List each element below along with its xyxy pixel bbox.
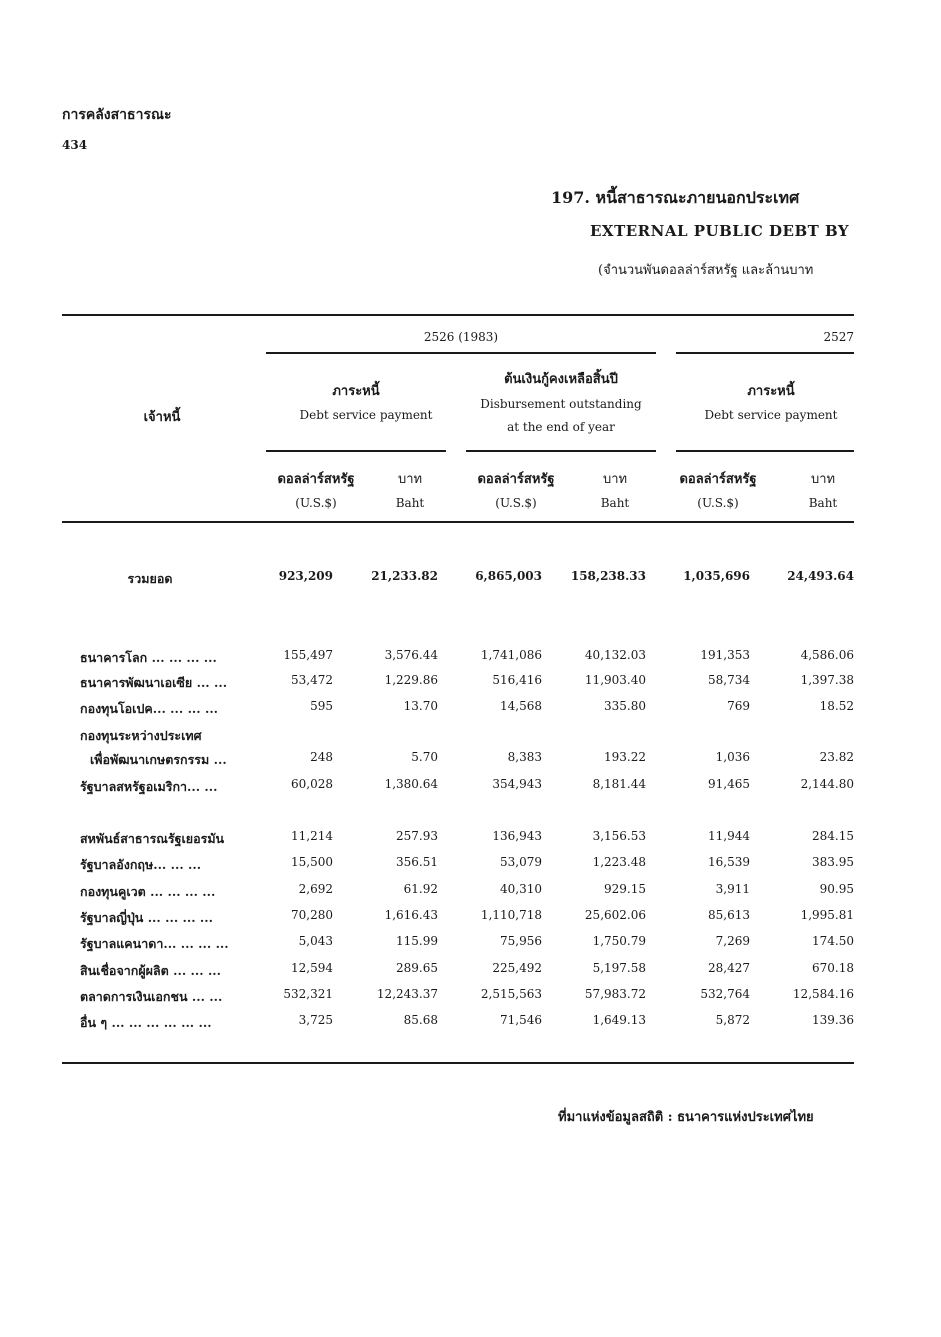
row-cell: 40,132.03 <box>584 648 646 662</box>
row-creditor-name: กองทุนโอเปค... ... ... ... <box>80 701 219 716</box>
total-label: รวมยอด <box>127 571 173 586</box>
source-note: ที่มาแห่งข้อมูลสถิติ : ธนาคารแห่งประเทศไทย <box>558 1110 814 1125</box>
year-header-2527: 2527 <box>823 330 854 344</box>
unit-note: (จำนวนพันดอลล่าร์สหรัฐ และล้านบาท <box>598 263 814 278</box>
row-cell: 248 <box>310 750 333 764</box>
col5-header-en: (U.S.$) <box>697 496 739 510</box>
table-title-th <box>551 186 799 211</box>
total-cell-baht-outstanding: 158,238.33 <box>570 569 646 583</box>
row-cell: 356.51 <box>396 855 438 869</box>
row-creditor-name-line2: เพื่อพัฒนาเกษตรกรรม ... <box>90 752 227 767</box>
row-cell: 1,397.38 <box>800 673 854 687</box>
total-cell-usd-outstanding: 6,865,003 <box>475 569 542 583</box>
row-cell: 25,602.06 <box>584 908 646 922</box>
row-cell: 354,943 <box>492 777 542 791</box>
row-cell: 155,497 <box>283 648 333 662</box>
row-cell: 335.80 <box>604 699 646 713</box>
row-cell: 12,594 <box>291 961 333 975</box>
row-cell: 4,586.06 <box>800 648 854 662</box>
row-cell: 11,944 <box>708 829 750 843</box>
row-cell: 1,223.48 <box>592 855 646 869</box>
table-row <box>0 699 941 721</box>
table-row <box>0 648 941 670</box>
row-cell: 115.99 <box>396 934 438 948</box>
row-cell: 225,492 <box>492 961 542 975</box>
group2-title-en-line1: Disbursement outstanding <box>480 397 642 411</box>
row-cell: 90.95 <box>819 882 854 896</box>
table-row <box>0 1013 941 1035</box>
row-cell: 53,472 <box>291 673 333 687</box>
row-cell: 1,036 <box>715 750 750 764</box>
table-row <box>0 934 941 956</box>
col4-header-th: บาท <box>602 472 628 487</box>
row-cell: 85,613 <box>708 908 750 922</box>
year-header-2526: 2526 (1983) <box>423 330 499 344</box>
col1-header-en: (U.S.$) <box>295 496 337 510</box>
row-cell: 40,310 <box>500 882 542 896</box>
row-creditor-name: รัฐบาลสหรัฐอเมริกา... ... <box>80 779 218 794</box>
table-row <box>0 829 941 851</box>
row-cell: 174.50 <box>812 934 854 948</box>
col2-header-th: บาท <box>397 472 423 487</box>
row-cell: 57,983.72 <box>584 987 646 1001</box>
row-cell: 191,353 <box>700 648 750 662</box>
row-cell: 5,197.58 <box>592 961 646 975</box>
row-cell: 595 <box>310 699 333 713</box>
row-cell: 85.68 <box>403 1013 438 1027</box>
col3-header-en: (U.S.$) <box>495 496 537 510</box>
table-row <box>0 961 941 983</box>
row-cell: 532,321 <box>283 987 333 1001</box>
row-cell: 3,156.53 <box>592 829 646 843</box>
row-cell: 8,181.44 <box>592 777 646 791</box>
total-cell-usd-debt-2527: 1,035,696 <box>683 569 750 583</box>
row-cell: 3,725 <box>298 1013 333 1027</box>
row-cell: 139.36 <box>812 1013 854 1027</box>
table-row <box>0 673 941 695</box>
row-creditor-name: อื่น ๆ ... ... ... ... ... ... <box>80 1015 212 1030</box>
group3-rule <box>676 450 854 452</box>
table-row <box>0 750 941 772</box>
row-cell: 28,427 <box>708 961 750 975</box>
row-cell: 289.65 <box>396 961 438 975</box>
col3-header-th: ดอลล่าร์สหรัฐ <box>477 472 555 487</box>
row-cell: 71,546 <box>500 1013 542 1027</box>
group2-title-th: ต้นเงินกู้คงเหลือสิ้นปี <box>504 372 618 387</box>
row-creditor-name: สหพันธ์สาธารณรัฐเยอรมัน <box>80 831 225 846</box>
row-creditor-name: รัฐบาลแคนาดา... ... ... ... <box>80 936 229 951</box>
creditor-header: เจ้าหนี้ <box>143 410 181 425</box>
header-bottom-rule <box>62 521 854 523</box>
table-title-en: EXTERNAL PUBLIC DEBT BY <box>590 222 850 240</box>
row-cell: 2,515,563 <box>480 987 542 1001</box>
row-cell: 929.15 <box>604 882 646 896</box>
row-cell: 16,539 <box>708 855 750 869</box>
row-cell: 75,956 <box>500 934 542 948</box>
table-top-rule <box>62 314 854 316</box>
row-cell: 7,269 <box>715 934 750 948</box>
total-cell-baht-debt: 21,233.82 <box>371 569 438 583</box>
row-cell: 13.70 <box>403 699 438 713</box>
col6-header-en: Baht <box>808 496 838 510</box>
row-cell: 11,214 <box>291 829 333 843</box>
row-cell: 23.82 <box>819 750 854 764</box>
row-cell: 61.92 <box>403 882 438 896</box>
col1-header-th: ดอลล่าร์สหรัฐ <box>277 472 355 487</box>
row-cell: 11,903.40 <box>584 673 646 687</box>
row-cell: 3,576.44 <box>384 648 438 662</box>
title-th-text: หนี้สาธารณะภายนอกประเทศ <box>595 188 800 207</box>
row-creditor-name-line1: กองทุนระหว่างประเทศ <box>80 728 202 743</box>
table-row-total <box>0 569 941 591</box>
col2-header-en: Baht <box>395 496 425 510</box>
row-cell: 3,911 <box>715 882 750 896</box>
year2-rule <box>676 352 854 354</box>
col5-header-th: ดอลล่าร์สหรัฐ <box>679 472 757 487</box>
row-creditor-name: ตลาดการเงินเอกชน ... ... <box>80 989 223 1004</box>
row-cell: 5,043 <box>298 934 333 948</box>
row-cell: 5.70 <box>411 750 438 764</box>
row-cell: 1,750.79 <box>592 934 646 948</box>
year1-rule <box>266 352 656 354</box>
row-cell: 5,872 <box>715 1013 750 1027</box>
page-header-title: การคลังสาธารณะ <box>62 107 172 123</box>
table-bottom-rule <box>62 1062 854 1064</box>
row-creditor-name: รัฐบาลญี่ปุ่น ... ... ... ... <box>80 910 213 925</box>
group3-title-th: ภาระหนี้ <box>747 384 795 399</box>
row-cell: 516,416 <box>492 673 542 687</box>
row-cell: 14,568 <box>500 699 542 713</box>
group3-title-en: Debt service payment <box>704 408 838 422</box>
group1-title-th: ภาระหนี้ <box>332 384 380 399</box>
row-cell: 1,229.86 <box>384 673 438 687</box>
row-cell: 70,280 <box>291 908 333 922</box>
group1-title-en: Debt service payment <box>299 408 433 422</box>
row-cell: 1,741,086 <box>480 648 542 662</box>
row-cell: 670.18 <box>812 961 854 975</box>
row-creditor-name: ธนาคารพัฒนาเอเซีย ... ... <box>80 675 228 690</box>
row-cell: 12,243.37 <box>376 987 438 1001</box>
total-cell-usd-debt: 923,209 <box>278 569 333 583</box>
row-creditor-name: รัฐบาลอังกฤษ... ... ... <box>80 857 202 872</box>
group1-rule <box>266 450 446 452</box>
row-cell: 60,028 <box>291 777 333 791</box>
row-cell: 1,380.64 <box>384 777 438 791</box>
table-row <box>0 882 941 904</box>
row-cell: 8,383 <box>507 750 542 764</box>
row-cell: 1,616.43 <box>384 908 438 922</box>
table-row <box>0 777 941 799</box>
table-row <box>0 987 941 1009</box>
col6-header-th: บาท <box>810 472 836 487</box>
group2-rule <box>466 450 656 452</box>
page-number: 434 <box>62 138 88 152</box>
row-creditor-name: ธนาคารโลก ... ... ... ... <box>80 650 217 665</box>
group2-title-en-line2: at the end of year <box>507 420 615 434</box>
table-number: 197. <box>551 188 590 207</box>
row-cell: 193.22 <box>604 750 646 764</box>
row-cell: 1,995.81 <box>800 908 854 922</box>
row-cell: 532,764 <box>700 987 750 1001</box>
row-cell: 1,110,718 <box>480 908 542 922</box>
row-creditor-name: สินเชื่อจากผู้ผลิต ... ... ... <box>80 963 221 978</box>
row-creditor-name: กองทุนคูเวต ... ... ... ... <box>80 884 216 899</box>
col4-header-en: Baht <box>600 496 630 510</box>
row-cell: 2,692 <box>298 882 333 896</box>
table-row <box>0 908 941 930</box>
row-cell: 53,079 <box>500 855 542 869</box>
row-cell: 284.15 <box>812 829 854 843</box>
row-cell: 2,144.80 <box>800 777 854 791</box>
row-cell: 383.95 <box>812 855 854 869</box>
row-cell: 58,734 <box>708 673 750 687</box>
row-cell: 257.93 <box>396 829 438 843</box>
table-row <box>0 855 941 877</box>
row-cell: 12,584.16 <box>792 987 854 1001</box>
row-cell: 769 <box>727 699 750 713</box>
total-cell-baht-debt-2527: 24,493.64 <box>787 569 854 583</box>
row-cell: 15,500 <box>291 855 333 869</box>
row-cell: 91,465 <box>708 777 750 791</box>
row-cell: 136,943 <box>492 829 542 843</box>
row-cell: 18.52 <box>819 699 854 713</box>
row-cell: 1,649.13 <box>592 1013 646 1027</box>
